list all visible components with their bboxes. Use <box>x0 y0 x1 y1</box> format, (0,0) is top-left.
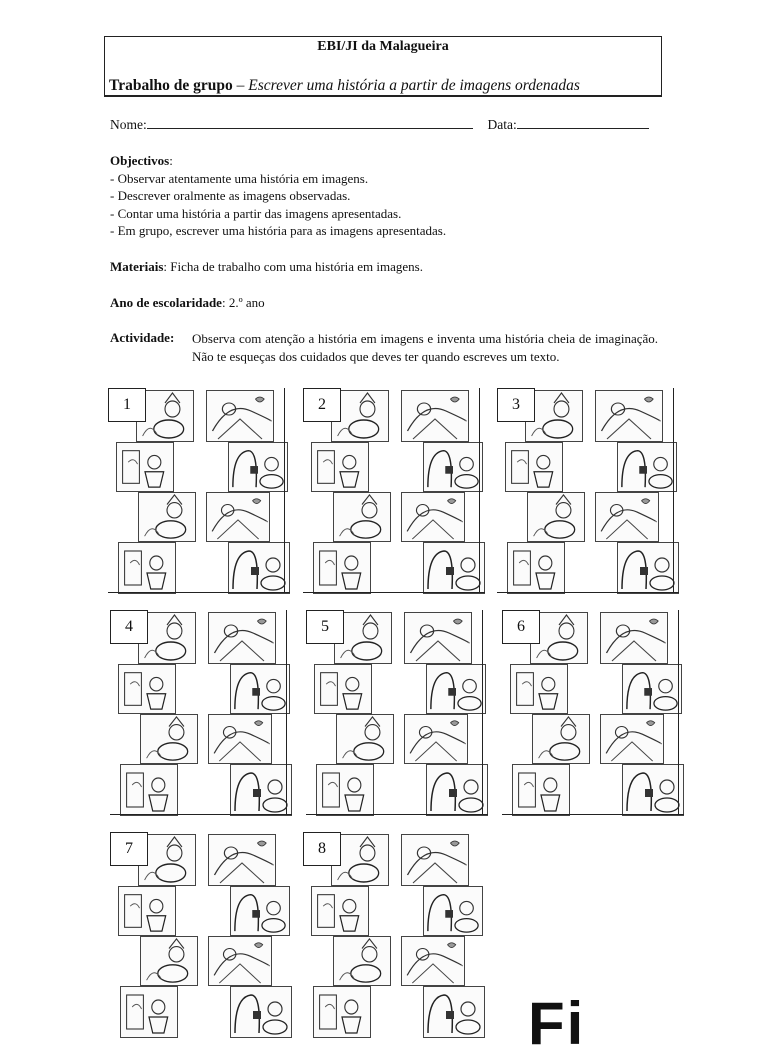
panel-divider-right <box>673 388 674 592</box>
story-image <box>401 390 469 442</box>
story-image <box>617 442 677 492</box>
date-label: Data: <box>487 117 517 132</box>
objective-item: - Observar atentamente uma história em imagens. <box>110 170 369 186</box>
story-image <box>333 492 391 542</box>
story-panel <box>110 610 294 816</box>
story-image <box>401 492 465 542</box>
story-image <box>230 664 290 714</box>
activity-label: Actividade: <box>110 330 175 345</box>
title-italic: Escrever uma história a partir de imagens ordenadas <box>248 77 580 94</box>
materials-text: : Ficha de trabalho com uma história em imagens. <box>163 259 423 274</box>
panel-divider-right <box>482 610 483 814</box>
story-image <box>505 442 563 492</box>
objectives-colon: : <box>169 153 173 168</box>
story-image <box>138 492 196 542</box>
panel-number: 8 <box>303 832 341 866</box>
story-image <box>208 714 272 764</box>
story-image <box>316 764 374 816</box>
story-image <box>313 542 371 594</box>
story-image <box>426 764 488 816</box>
story-image <box>527 492 585 542</box>
title-bold: Trabalho de grupo <box>109 77 233 94</box>
story-image <box>401 936 465 986</box>
story-image <box>313 986 371 1038</box>
panel-number: 5 <box>306 610 344 644</box>
story-image <box>507 542 565 594</box>
objective-item: - Contar uma história a partir das imagens apresentadas. <box>110 205 402 221</box>
story-image <box>140 936 198 986</box>
date-field[interactable] <box>517 116 649 129</box>
story-image <box>120 986 178 1038</box>
panel-divider-bottom <box>108 592 290 593</box>
story-panel <box>497 388 681 594</box>
objective-item: - Em grupo, escrever uma história para as imagens apresentadas. <box>110 223 447 238</box>
school-name: EBI/JI da Malagueira <box>317 39 449 54</box>
panel-number: 7 <box>110 832 148 866</box>
panel-divider-bottom <box>497 592 679 593</box>
story-image <box>230 764 292 816</box>
story-image <box>404 714 468 764</box>
story-image <box>595 390 663 442</box>
objective-item: - Descrever oralmente as imagens observadas. <box>110 188 351 203</box>
panel-divider-bottom <box>110 814 292 815</box>
story-image <box>426 664 486 714</box>
story-image <box>140 714 198 764</box>
panel-divider-bottom <box>502 814 684 815</box>
story-image <box>311 442 369 492</box>
panel-divider-right <box>678 610 679 814</box>
story-image <box>208 936 272 986</box>
story-image <box>206 390 274 442</box>
objectives-section <box>110 152 446 240</box>
panel-divider-bottom <box>303 592 485 593</box>
story-image <box>333 936 391 986</box>
story-image <box>118 664 176 714</box>
story-image <box>423 442 483 492</box>
story-image <box>532 714 590 764</box>
panel-divider-right <box>284 388 285 592</box>
story-image <box>208 612 276 664</box>
story-image <box>311 886 369 936</box>
materials-label: Materiais <box>110 259 164 274</box>
story-image <box>314 664 372 714</box>
story-image <box>228 542 290 594</box>
story-panel <box>108 388 292 594</box>
grade-label: Ano de escolaridade <box>110 295 222 310</box>
story-image <box>118 886 176 936</box>
story-image <box>600 714 664 764</box>
story-image <box>423 986 485 1038</box>
panel-number: 1 <box>108 388 146 422</box>
story-panel <box>306 610 490 816</box>
header-box <box>104 36 662 97</box>
story-image <box>230 886 290 936</box>
story-image <box>622 764 684 816</box>
name-field[interactable] <box>147 116 473 129</box>
grade-line <box>110 295 265 311</box>
story-image <box>208 834 276 886</box>
story-image <box>512 764 570 816</box>
story-image <box>116 442 174 492</box>
activity-text: Observa com atenção a história em imagens e inventa uma história cheia de imaginação. Não te esqueças dos cuidados que deves ter quando escreves um texto. <box>192 331 658 364</box>
panel-divider-bottom <box>306 814 488 815</box>
story-image <box>595 492 659 542</box>
worksheet-title <box>109 77 580 95</box>
materials-line <box>110 259 423 275</box>
story-panel <box>502 610 686 816</box>
objectives-heading: Objectivos <box>110 153 170 168</box>
story-image <box>600 612 668 664</box>
story-image <box>118 542 176 594</box>
story-image <box>423 542 485 594</box>
story-image <box>622 664 682 714</box>
story-image <box>510 664 568 714</box>
story-panel <box>110 832 294 1038</box>
story-image <box>336 714 394 764</box>
panel-number: 3 <box>497 388 535 422</box>
story-image <box>228 442 288 492</box>
story-image <box>617 542 679 594</box>
story-panel <box>303 388 487 594</box>
story-image <box>206 492 270 542</box>
story-image <box>423 886 483 936</box>
name-label: Nome: <box>110 117 147 132</box>
panel-divider-right <box>286 610 287 814</box>
panel-number: 4 <box>110 610 148 644</box>
panel-number: 6 <box>502 610 540 644</box>
grade-text: : 2.º ano <box>221 295 265 310</box>
story-image <box>120 764 178 816</box>
cut-off-heading: Fi <box>528 990 586 1057</box>
panel-number: 2 <box>303 388 341 422</box>
story-image <box>404 612 472 664</box>
panel-divider-right <box>479 388 480 592</box>
story-image <box>230 986 292 1038</box>
name-date-line <box>110 116 649 133</box>
story-panel <box>303 832 487 1038</box>
title-dash: – <box>232 77 249 94</box>
story-image <box>401 834 469 886</box>
